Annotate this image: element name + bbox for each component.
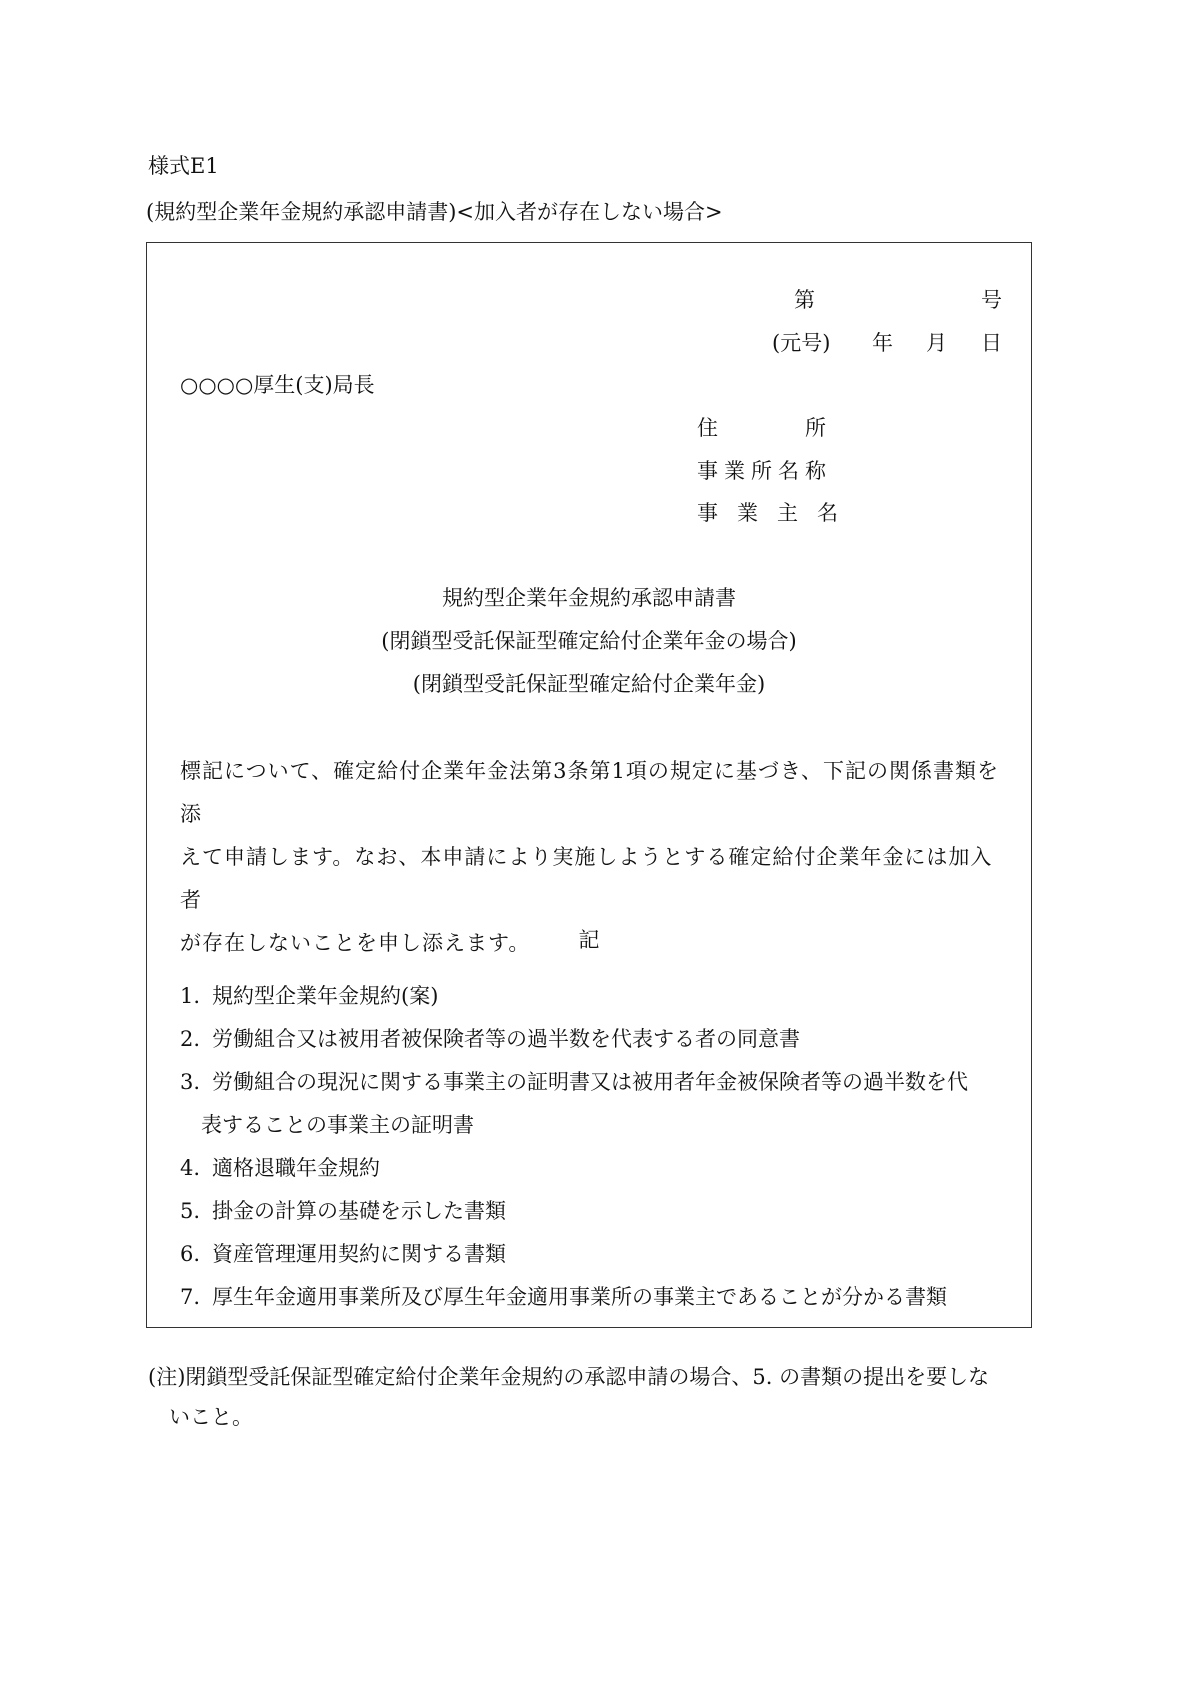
document-title: 規約型企業年金規約承認申請書 <box>442 586 736 610</box>
body-line-1: 標記について、確定給付企業年金法第3条第1項の規定に基づき、下記の関係書類を添 <box>180 759 1000 826</box>
number-prefix: 第 <box>794 288 815 312</box>
list-item-text: 規約型企業年金規約(案) <box>212 984 439 1008</box>
body-line-3: が存在しないことを申し添えます。 <box>180 931 531 955</box>
list-item <box>180 1276 1010 1319</box>
list-item-number: 5. <box>180 1199 201 1223</box>
body-line-2: えて申請します。なお、本申請により実施しようとする確定給付企業年金には加入者 <box>180 845 993 912</box>
form-id: 様式E1 <box>148 154 219 178</box>
list-item-number: 6. <box>180 1242 201 1266</box>
list-item-number: 1. <box>180 984 201 1008</box>
list-item-text: 表することの事業主の証明書 <box>201 1113 474 1137</box>
list-item-text: 適格退職年金規約 <box>212 1156 380 1180</box>
footnote-line-1: (注)閉鎖型受託保証型確定給付企業年金規約の承認申請の場合、5. の書類の提出を要しな <box>148 1365 990 1389</box>
list-item-number: 2. <box>180 1027 201 1051</box>
date-era: (元号) <box>772 331 831 355</box>
list-item-text: 資産管理運用契約に関する書類 <box>212 1242 506 1266</box>
address-label <box>697 418 826 439</box>
owner-name-label: 事業主名 <box>697 501 857 525</box>
document-subtitle-1: (閉鎖型受託保証型確定給付企業年金の場合) <box>381 629 797 653</box>
ki-heading: 記 <box>578 928 600 952</box>
list-item <box>180 1147 1010 1190</box>
address-label-char-2: 所 <box>805 416 826 440</box>
list-item-text: 労働組合又は被用者被保険者等の過半数を代表する者の同意書 <box>212 1027 800 1051</box>
list-item-number: 4. <box>180 1156 201 1180</box>
date-line <box>772 333 1002 357</box>
list-item <box>180 975 1010 1018</box>
attachment-list <box>180 975 1010 1319</box>
list-item-text: 掛金の計算の基礎を示した書類 <box>212 1199 506 1223</box>
date-month: 月 <box>926 331 947 355</box>
document-number-line <box>794 290 1002 311</box>
address-label-char-1: 住 <box>697 416 718 440</box>
addressee: ○○○○厚生(支)局長 <box>180 373 375 397</box>
list-item-continuation <box>180 1104 1010 1147</box>
office-name-label: 事業所名称 <box>697 459 832 483</box>
list-item-number: 7. <box>180 1285 201 1309</box>
list-item-text: 厚生年金適用事業所及び厚生年金適用事業所の事業主であることが分かる書類 <box>212 1285 947 1309</box>
footnote-line-2: いこと。 <box>169 1405 253 1429</box>
list-item <box>180 1233 1010 1276</box>
document-subtitle-2: (閉鎖型受託保証型確定給付企業年金) <box>412 672 766 696</box>
form-caption: (規約型企業年金規約承認申請書)<加入者が存在しない場合> <box>146 200 723 224</box>
date-day: 日 <box>981 331 1002 355</box>
list-item <box>180 1018 1010 1061</box>
list-item <box>180 1190 1010 1233</box>
list-item <box>180 1061 1010 1104</box>
footnote <box>148 1357 1038 1437</box>
date-year: 年 <box>872 331 893 355</box>
list-item-number: 3. <box>180 1070 201 1094</box>
number-suffix: 号 <box>981 288 1002 312</box>
list-item-text: 労働組合の現況に関する事業主の証明書又は被用者年金被保険者等の過半数を代 <box>212 1070 968 1094</box>
